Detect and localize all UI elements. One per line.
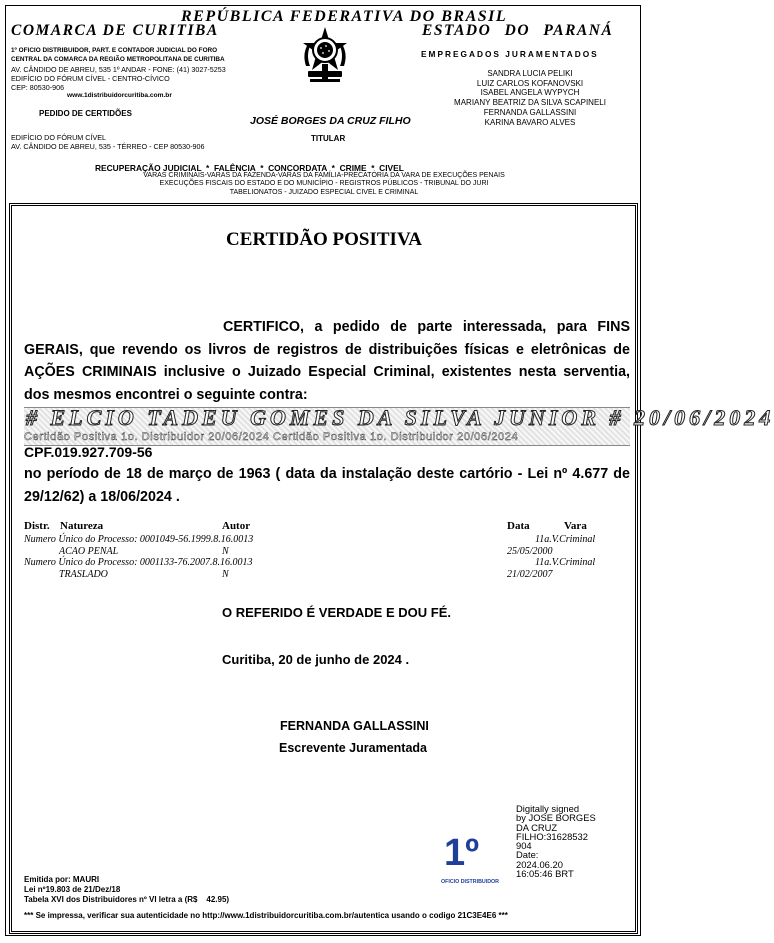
empregados-title: EMPREGADOS JURAMENTADOS (421, 49, 599, 59)
row1-data: 25/05/2000 (507, 546, 553, 557)
period-paragraph: no período de 18 de março de 1963 ( data da instalação deste cartório - Lei nº 4.677 de 29/12/62) a 18/06/2024 . (24, 466, 630, 505)
distribuidor-logo-number: 1º (444, 832, 480, 874)
empregado-name: FERNANDA GALLASSINI (483, 107, 577, 117)
brazil-coat-of-arms-icon (300, 26, 350, 86)
col-header-natureza: Natureza (60, 520, 104, 532)
digital-signature (516, 804, 596, 878)
defendant-name: # ELCIO TADEU GOMES DA SILVA JUNIOR # 20/06/2024 (26, 405, 774, 430)
empregado-name: ISABEL ANGELA WYPYCH (480, 88, 580, 98)
row2-vara: 11a.V.Criminal (535, 557, 596, 568)
office-line-5: CEP: 80530-906 (11, 83, 65, 92)
empregado-name: LUIZ CARLOS KOFANOVSKI (476, 78, 584, 88)
cpf: CPF.019.927.709-56 (24, 444, 153, 460)
office-line-1: 1º OFICIO DISTRIBUIDOR, PART. E CONTADOR JUDICIAL DO FORO (11, 47, 218, 54)
distribuidor-logo-caption: OFICIO DISTRIBUIDOR (441, 879, 499, 885)
signature-line: FILHO:31628532 (516, 830, 588, 842)
estado-title: ESTADO DO PARANÁ (422, 22, 614, 39)
office-line-4: EDIFÍCIO DO FÓRUM CÍVEL - CENTRO-CÍVICO (11, 74, 170, 83)
empregado-name: MARIANY BEATRIZ DA SILVA SCAPINELI (454, 98, 606, 108)
signature-line: 904 (516, 840, 532, 852)
row2-data: 21/02/2007 (507, 569, 553, 580)
col-header-autor: Autor (222, 520, 251, 532)
emitida-por: Emitida por: MAURI (24, 875, 100, 884)
lei-reference: Lei nº19.803 de 21/Dez/18 (24, 885, 121, 894)
signature-line: Digitally signed (516, 803, 580, 814)
banner-watermark: Certidão Positiva 1o. Distribuidor 20/06/2024 Certidão Positiva 1o. Distribuidor 20/06/2024 (24, 431, 519, 443)
autenticidade-notice: *** Se impressa, verificar sua autenticidade no http://www.1distribuidorcuritiba.com.br/autentica usando o codigo 21C3E4E6 *** (24, 911, 508, 920)
signature-line: Date: (516, 849, 539, 861)
website-link[interactable]: www.1distribuidorcuritiba.com.br (67, 92, 172, 99)
verdade-statement: O REFERIDO É VERDADE E DOU FÉ. (222, 605, 451, 620)
row1-processo: Numero Único do Processo: 0001049-56.1999.8.16.0013 (24, 534, 254, 545)
name-banner (24, 405, 774, 446)
signature-line: 16:05:46 BRT (516, 868, 574, 880)
col-header-vara: Vara (564, 520, 587, 532)
empregados-list (420, 69, 640, 127)
empregado-name: KARINA BAVARO ALVES (484, 117, 576, 127)
empregado-name: SANDRA LUCIA PELIKI (487, 69, 573, 78)
services-line: TABELIONATOS - JUIZADO ESPECIAL CIVEL E CRIMINAL (229, 188, 419, 196)
services-line: EXECUÇÕES FISCAIS DO ESTADO E DO MUNICÍPIO - REGISTROS PÚBLICOS - TRIBUNAL DO JURI (159, 180, 489, 188)
forum-line-1: EDIFÍCIO DO FÓRUM CÍVEL (11, 133, 107, 142)
services-title: RECUPERAÇÃO JUDICIAL * FALÊNCIA * CONCORDATA * CRIME * CIVEL (95, 163, 404, 173)
comarca-title: COMARCA DE CURITIBA (11, 22, 219, 39)
certidao-title: CERTIDÃO POSITIVA (226, 229, 422, 250)
office-line-2: CENTRAL DA COMARCA DA REGIÃO METROPOLITANA DE CURITIBA (11, 56, 225, 63)
forum-line-2: AV. CÂNDIDO DE ABREU, 535 - TÉRREO - CEP 80530-906 (11, 142, 205, 151)
row2-processo: Numero Único do Processo: 0001133-76.2007.8.16.0013 (24, 557, 253, 568)
row1-autor: N (222, 546, 229, 557)
services-list (0, 172, 648, 197)
signer-role: Escrevente Juramentada (279, 741, 427, 755)
titular-label: TITULAR (311, 134, 346, 143)
signature-line: by JOSE BORGES (516, 812, 596, 824)
office-line-3: AV. CÂNDIDO DE ABREU, 535 1º ANDAR - FONE: (41) 3027-5253 (11, 65, 226, 74)
titular-name: JOSÉ BORGES DA CRUZ FILHO (250, 115, 411, 127)
row2-autor: N (222, 569, 229, 580)
signature-line: 2024.06.20 (516, 858, 563, 870)
services-line: VARAS CRIMINAIS-VARAS DA FAZENDA-VARAS DA FAMÍLIA-PRECATÓRIA DA VARA DE EXECUÇÕES PENAIS (143, 172, 505, 179)
col-header-distr: Distr. (24, 520, 50, 532)
certifico-paragraph: CERTIFICO, a pedido de parte interessada, para FINS GERAIS, que revendo os livros de registros de distribuições físicas e eletrônicas de AÇÕES CRIMINAIS inclusive o Juizado Especial Criminal, existentes nesta serventia, dos mesmos encontrei o seguinte contra: (24, 319, 630, 404)
tabela-fee: Tabela XVI dos Distribuidores nº VI letra a (R$ 42.95) (24, 895, 230, 904)
date-line: Curitiba, 20 de junho de 2024 . (222, 652, 410, 667)
pedido-certidoes: PEDIDO DE CERTIDÕES (39, 109, 132, 118)
republica-title: REPÚBLICA FEDERATIVA DO BRASIL (181, 8, 508, 25)
row1-natureza: ACAO PENAL (59, 546, 119, 557)
row1-vara: 11a.V.Criminal (535, 534, 596, 545)
col-header-data: Data (507, 520, 530, 532)
row2-natureza: TRASLADO (59, 569, 108, 580)
signature-line: DA CRUZ (516, 821, 558, 833)
signer-name: FERNANDA GALLASSINI (280, 719, 429, 733)
